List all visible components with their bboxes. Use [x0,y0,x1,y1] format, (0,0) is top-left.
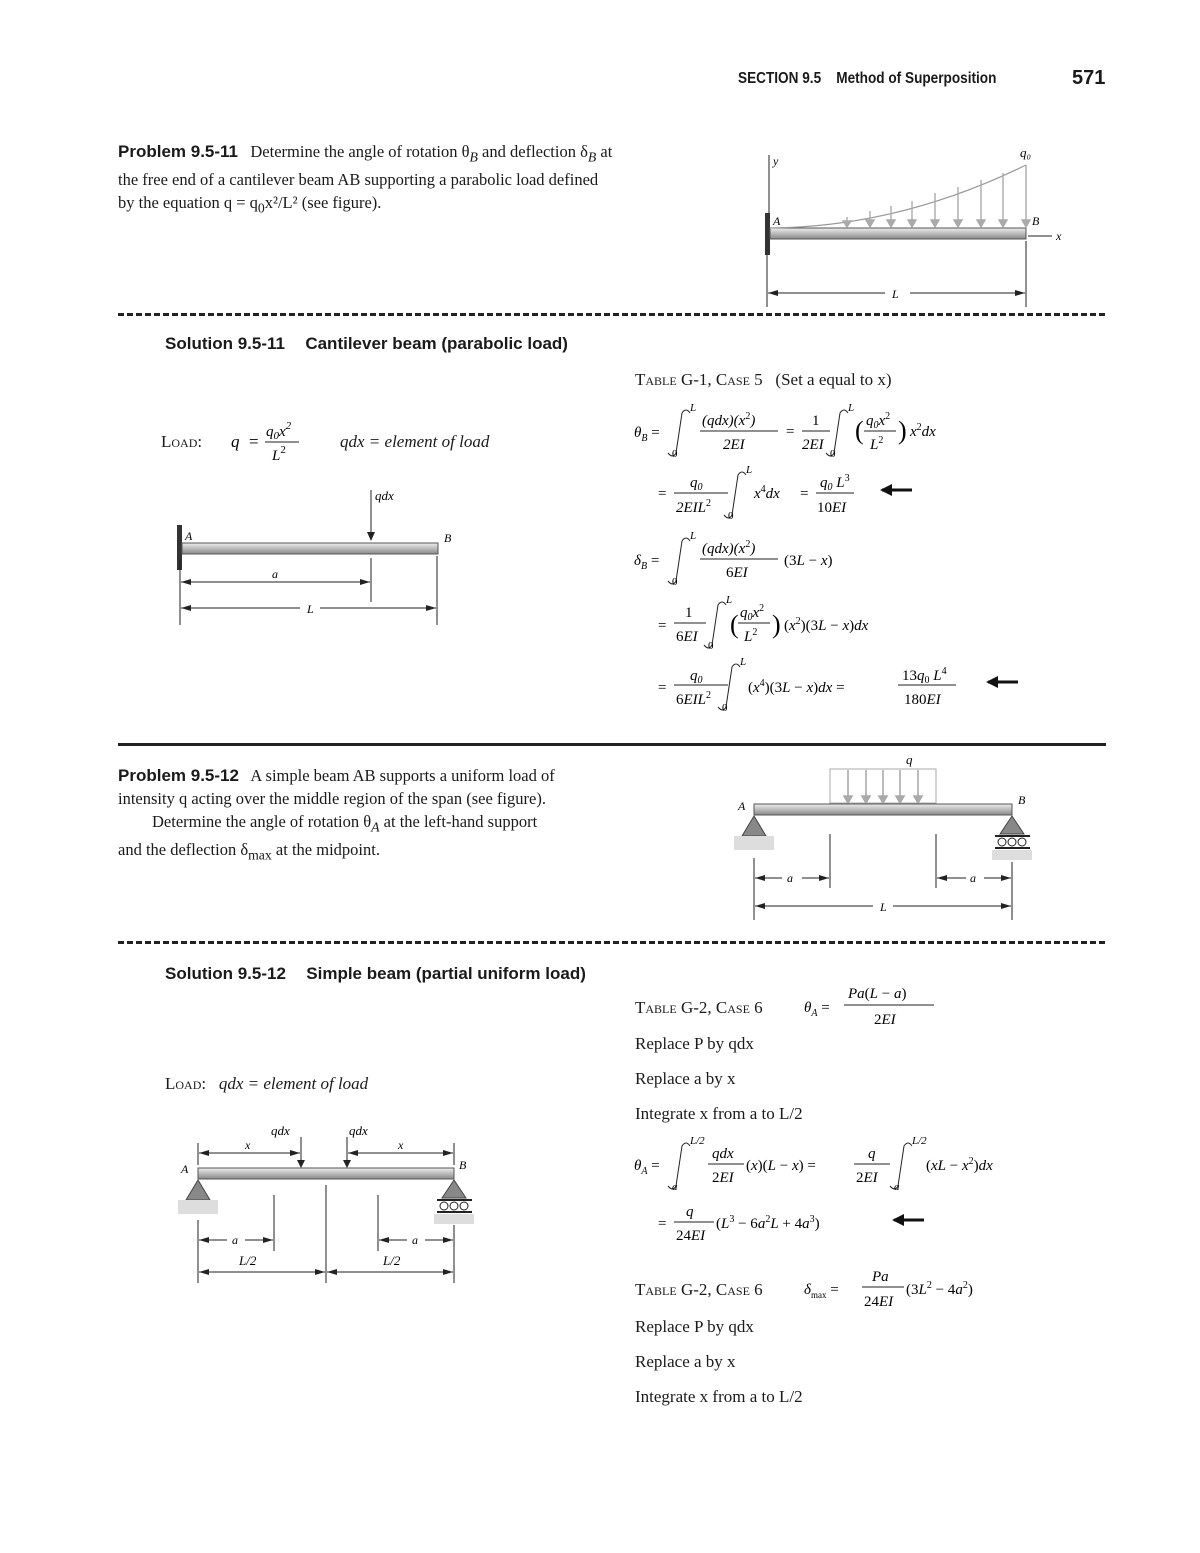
svg-text:q0 L3: $q_0$ $L^3$ [820,473,850,493]
length-L-label: L [880,900,887,914]
section-title: Method of Superposition [836,70,997,87]
svg-text:q0x2: $q_0x^2$ [866,411,891,431]
svg-text:q0: $q_0$ [690,475,703,493]
delta-B-result [658,656,1018,714]
problem-12-figure [730,750,1050,925]
table-ref-11: Table G-1, Case 5 (Set a equal to x) [635,370,892,389]
integrate-1: Integrate x from a to L/2 [635,1104,803,1123]
svg-text:24EI: 24EI [676,1228,706,1244]
length-L-label: L [892,287,899,301]
point-B-label: B [459,1158,467,1172]
beam-AB [198,1168,454,1179]
q0-label: q₀ [1020,145,1032,160]
integrate-2: Integrate x from a to L/2 [635,1387,803,1406]
table-ref-12b: Table G-2, Case 6 [635,1280,763,1299]
svg-text:=: = [786,424,795,440]
point-B-label: B [1018,793,1026,807]
svg-text:2EI: 2EI [712,1170,734,1186]
y-axis-label: y [773,154,779,168]
point-A-label: A [738,799,746,813]
svg-text:10EI: 10EI [817,500,847,516]
replace-a-1: Replace a by x [635,1069,736,1088]
point-B-label: B [444,531,452,545]
svg-text:=: = [249,432,259,451]
load-formula-11 [225,412,305,467]
svg-text:6EI: 6EI [726,565,748,581]
distance-a-left-label: a [232,1233,238,1247]
running-header [738,70,996,88]
svg-text:0: 0 [728,510,734,522]
distance-a-right-label: a [412,1233,418,1247]
svg-text:0: 0 [830,448,836,460]
svg-text:6EI: 6EI [676,629,698,645]
half-span-right-label: L/2 [383,1253,401,1268]
solution-11-label: Solution 9.5-11 [165,334,285,353]
load-element-text-11: qdx = element of load [340,432,490,451]
solution-11-heading [165,334,568,354]
svg-text:2EI: 2EI [874,1012,896,1028]
svg-text:θA =: $\theta_A$ = [804,1000,830,1019]
problem-12-statement: Problem 9.5-12 A simple beam AB supports a uniform load of intensity q acting over the middle region of the span (see figure). Determine the angle of rotation $\theta_A$ at the left-hand support and the deflection $\delta_{max}$ at the midpoint. [118,766,555,863]
svg-text:x2dx: $x^2dx$ [910,422,936,440]
replace-a-2: Replace a by x [635,1352,736,1371]
svg-text:θA =: $\theta_A$ = [634,1158,660,1177]
svg-text:(3L − x): (3L − x) [784,553,833,569]
problem-11-label: Problem 9.5-11 [118,142,239,161]
svg-text:δB =: $\delta_B$ = [634,553,660,572]
qdx-label: qdx [375,488,394,503]
svg-text:L: L [740,656,747,668]
svg-text:a: a [672,1181,678,1193]
problem-11-statement: Problem 9.5-11 Determine the angle of rotation $\theta_B$ and deflection $\delta_B$ at the free end of a cantilever beam AB supporting a parabolic load defined by the equation $q = q_0x^2/L^2$ (see figure). [118,142,613,216]
point-A-label: A [181,1162,189,1176]
distance-a-right-label: a [970,871,976,885]
load-arrows [844,770,922,803]
svg-text:q: q [686,1204,694,1220]
solution-12-load: Load: qdx = element of load [165,1074,369,1093]
svg-text:θB =: $\theta_B$ = [634,425,660,444]
roller-support-B [442,1180,466,1198]
svg-text:L: L [848,402,855,414]
solution-11-load-label: Load: [161,432,203,451]
problem-11-figure [740,135,1080,310]
svg-text:13q0 L4: $13q_0$ $L^4$ [902,666,947,686]
svg-text:=: = [658,486,667,502]
svg-text:2EIL2: 2EIL$^2$ [676,498,711,516]
theta-A-integration [630,1130,1050,1255]
svg-text:1: 1 [685,605,693,621]
section-number: SECTION 9.5 [738,70,822,87]
point-B-label: B [1032,214,1040,228]
svg-text:24EI: 24EI [864,1294,894,1310]
delta-B-step [658,594,869,652]
svg-text:q0x2: $q_0x^2$ [266,420,292,442]
beam-AB [182,543,438,554]
pin-support-A [186,1180,210,1200]
point-A-label: A [185,529,193,543]
divider-dashed-2 [118,941,1105,944]
beam-AB [770,228,1026,239]
problem-12-label: Problem 9.5-12 [118,766,239,785]
svg-text:1: 1 [812,413,820,429]
ground-A [178,1200,218,1214]
svg-text:=: = [658,680,667,696]
svg-text:2EI: 2EI [723,437,745,453]
solution-11-figure [165,480,465,630]
svg-text:): ) [772,610,781,639]
svg-text:(x2)(3L − x)dx: $(x^2)(3L - x)dx$ [784,616,869,634]
replace-P-1: Replace P by qdx [635,1034,754,1053]
svg-text:(3L2 − 4a2): $(3L^2 - 4a^2)$ [906,1280,973,1298]
qdx-left-label: qdx [271,1123,290,1138]
svg-text:0: 0 [672,448,678,460]
svg-text:2EI: 2EI [856,1170,878,1186]
svg-text:0: 0 [708,640,714,652]
theta-B-equation [634,402,936,460]
solution-12-figure [165,1115,485,1290]
x-left-label: x [245,1138,251,1152]
svg-text:(x4)(3L − x)dx =: $(x^4)(3L - x)dx$ = [748,678,845,696]
svg-text:0: 0 [722,702,728,714]
table-ref-12a: Table G-2, Case 6 [635,998,763,1017]
svg-text:a: a [894,1181,900,1193]
svg-text:(L3 − 6a2L + 4a3): $(L^3 - 6a^2L + 4a^3)$ [716,1214,820,1232]
x-right-label: x [398,1138,404,1152]
fixed-support-wall [765,213,770,255]
svg-text:): ) [898,416,907,445]
solution-11-title: Cantilever beam (parabolic load) [305,334,568,353]
svg-text:6EIL2: 6EIL$^2$ [676,690,711,708]
svg-text:L: L [690,530,697,542]
solution-11-equations [630,395,1050,735]
svg-text:q: q [868,1146,876,1162]
roller-support-B [1000,816,1024,834]
parabolic-load-curve [770,165,1026,228]
svg-text:x4dx: $x^4dx$ [754,484,780,502]
point-A-label: A [773,214,781,228]
distance-a-left-label: a [787,871,793,885]
length-L-label: L [307,602,314,616]
svg-text:L: L [746,464,753,476]
svg-text:(qdx)(x2): $(qdx)(x^2)$ [702,539,756,557]
solution-12-heading [165,964,586,984]
divider-dashed-1 [118,313,1105,316]
x-axis-label: x [1056,229,1062,243]
svg-text:L: L [726,594,733,606]
divider-solid [118,743,1106,746]
pin-support-A [742,816,766,836]
qdx-right-label: qdx [349,1123,368,1138]
svg-text:=: = [658,618,667,634]
svg-text:=: = [658,1216,667,1232]
solution-12-label: Solution 9.5-12 [165,964,286,983]
replace-P-2: Replace P by qdx [635,1317,754,1336]
svg-text:q: q [231,432,240,451]
svg-text:(qdx)(x2): $(qdx)(x^2)$ [702,411,756,429]
page-number: 571 [1072,67,1106,89]
svg-text:L2: $L^2$ [870,435,884,453]
svg-text:(: ( [855,416,864,445]
ground-B [992,850,1032,860]
q-label: q [906,752,913,767]
svg-text:δmax =: $\delta_{max}$ = [804,1282,839,1300]
half-span-left-label: L/2 [239,1253,257,1268]
svg-text:(xL − x2)dx: $(xL - x^2)dx$ [926,1156,993,1174]
svg-text:qdx: qdx [712,1146,734,1162]
svg-text:Pa: Pa [872,1269,889,1285]
theta-A-formula [800,978,950,1033]
distance-a-label: a [272,567,278,581]
svg-text:(: ( [730,610,739,639]
ground-B [434,1214,474,1224]
svg-text:2EI: 2EI [802,437,824,453]
ground-A [734,836,774,850]
beam-AB [754,804,1012,815]
delta-B-equation [634,530,832,588]
svg-text:0: 0 [672,576,678,588]
svg-text:180EI: 180EI [904,692,941,708]
theta-B-result [658,464,912,522]
svg-text:q0x2: $q_0x^2$ [740,603,765,623]
svg-text:L2: $L^2$ [272,444,286,464]
svg-text:L2: $L^2$ [744,627,758,645]
svg-text:(x)(L − x) =: (x)(L − x) = [746,1158,816,1174]
svg-text:L/2: L/2 [690,1135,705,1147]
svg-text:L: L [690,402,697,414]
svg-text:Pa(L − a): Pa(L − a) [848,986,907,1002]
svg-text:q0: $q_0$ [690,668,703,686]
solution-12-title: Simple beam (partial uniform load) [306,964,586,983]
svg-text:L/2: L/2 [912,1135,927,1147]
svg-text:=: = [800,486,809,502]
delta-max-formula [800,1260,1010,1315]
